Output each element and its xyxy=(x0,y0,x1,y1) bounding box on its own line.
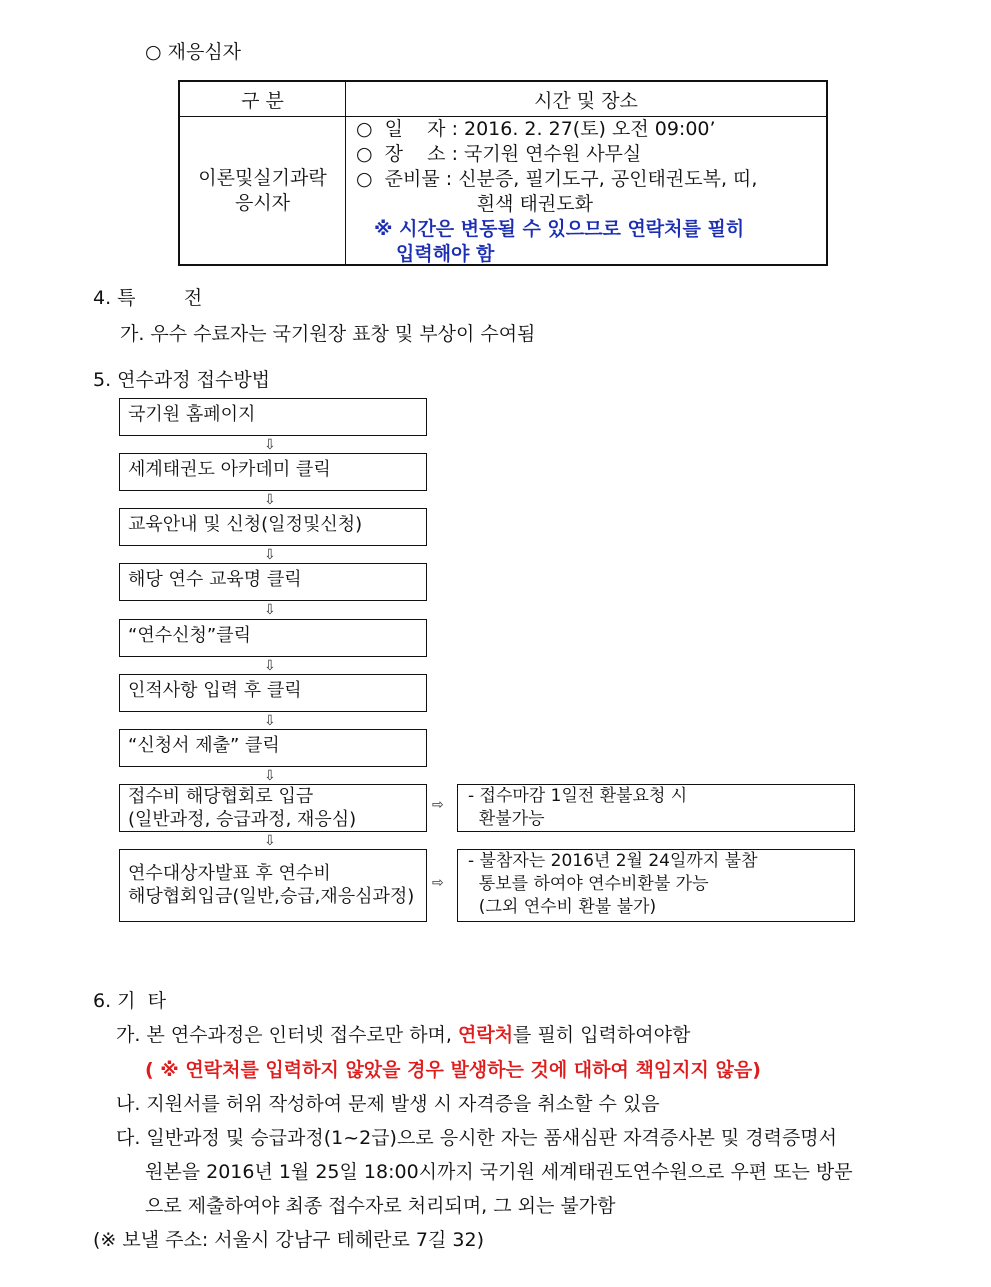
flow-step-9-note xyxy=(457,849,855,922)
table-header-time-place: 시간 및 장소 xyxy=(534,90,638,112)
detail-place: ○ 장 소 : 국기원 연수원 사무실 xyxy=(356,143,642,165)
down-arrow-icon: ⇩ xyxy=(264,492,276,508)
row-label-line-1: 이론및실기과락 xyxy=(198,167,327,189)
item-ga-highlight: 연락처 xyxy=(457,1024,514,1046)
down-arrow-icon: ⇩ xyxy=(264,658,276,674)
flow-step-8-line-1: 접수비 해당협회로 입금 xyxy=(128,786,314,807)
flow-step-3: 교육안내 및 신청(일정및신청) xyxy=(119,508,427,546)
mailing-address: (※ 보낼 주소: 서울시 강남구 테헤란로 7길 32) xyxy=(93,1229,484,1251)
section-6-item-da-line-1: 다. 일반과정 및 승급과정(1~2급)으로 응시한 자는 품새심판 자격증사본 및 경력증명서 xyxy=(116,1127,838,1149)
right-arrow-icon: ⇨ xyxy=(432,875,444,891)
down-arrow-icon: ⇩ xyxy=(264,713,276,729)
table-header-category: 구 분 xyxy=(241,90,284,112)
detail-items: ○ 준비물 : 신분증, 필기도구, 공인태권도복, 띠, xyxy=(356,168,758,190)
note-8-line-2: 환불가능 xyxy=(468,809,545,829)
item-ga-text-end: 를 필히 입력하여야함 xyxy=(513,1024,691,1046)
section-4-heading: 4. 특 전 xyxy=(93,287,203,309)
down-arrow-icon: ⇩ xyxy=(264,547,276,563)
flow-step-2: 세계태권도 아카데미 클릭 xyxy=(119,453,427,491)
section-6-heading: 6. 기 타 xyxy=(93,990,166,1012)
flow-step-8-line-2: (일반과정, 승급과정, 재응심) xyxy=(128,809,357,830)
section-6-item-na: 나. 지원서를 허위 작성하여 문제 발생 시 자격증을 취소할 수 있음 xyxy=(116,1093,660,1115)
retest-schedule-table xyxy=(178,80,828,266)
item-ga-text: 가. 본 연수과정은 인터넷 접수로만 하며, xyxy=(116,1024,458,1046)
time-change-note-line-2: 입력해야 함 xyxy=(396,243,495,265)
section-6-item-da-line-2: 원본을 2016년 1월 25일 18:00시까지 국기원 세계태권도연수원으로 우편 또는 방문 xyxy=(145,1161,853,1183)
flow-step-9 xyxy=(119,849,427,922)
flow-step-8 xyxy=(119,784,427,832)
flow-step-4: 해당 연수 교육명 클릭 xyxy=(119,563,427,601)
down-arrow-icon: ⇩ xyxy=(264,833,276,849)
note-9-line-1: - 불참자는 2016년 2월 24일까지 불참 xyxy=(468,851,758,871)
table-row-label xyxy=(180,166,345,216)
note-8-line-1: - 접수마감 1일전 환불요청 시 xyxy=(468,786,688,806)
flow-step-5: “연수신청”클릭 xyxy=(119,619,427,657)
section-4-item: 가. 우수 수료자는 국기원장 표창 및 부상이 수여됨 xyxy=(120,323,536,345)
section-retest-heading: ○ 재응심자 xyxy=(145,41,242,63)
detail-items-cont: 흰색 태권도화 xyxy=(356,193,593,215)
flow-step-6: 인적사항 입력 후 클릭 xyxy=(119,674,427,712)
down-arrow-icon: ⇩ xyxy=(264,437,276,453)
table-row-details xyxy=(356,117,757,267)
down-arrow-icon: ⇩ xyxy=(264,768,276,784)
flow-step-7: “신청서 제출” 클릭 xyxy=(119,729,427,767)
section-6-item-ga xyxy=(116,1023,690,1047)
time-change-note-line-1: ※ 시간은 변동될 수 있으므로 연락처를 필히 xyxy=(374,218,745,240)
section-6-item-da-line-3: 으로 제출하여야 최종 접수자로 처리되며, 그 외는 불가함 xyxy=(145,1195,616,1217)
flow-step-8-note xyxy=(457,784,855,832)
down-arrow-icon: ⇩ xyxy=(264,602,276,618)
section-5-heading: 5. 연수과정 접수방법 xyxy=(93,369,271,391)
responsibility-warning: ( ※ 연락처를 입력하지 않았을 경우 발생하는 것에 대하여 책임지지 않음) xyxy=(145,1059,761,1081)
note-9-line-2: 통보를 하여야 연수비환불 가능 xyxy=(468,874,709,894)
detail-date: ○ 일 자 : 2016. 2. 27(토) 오전 09:00’ xyxy=(356,118,716,140)
right-arrow-icon: ⇨ xyxy=(432,797,444,813)
flow-step-9-line-2: 해당협회입금(일반,승급,재응심과정) xyxy=(128,886,415,907)
row-label-line-2: 응시자 xyxy=(234,192,291,214)
flow-step-1: 국기원 홈페이지 xyxy=(119,398,427,436)
flow-step-9-line-1: 연수대상자발표 후 연수비 xyxy=(128,863,331,884)
note-9-line-3: (그외 연수비 환불 불가) xyxy=(468,897,657,917)
